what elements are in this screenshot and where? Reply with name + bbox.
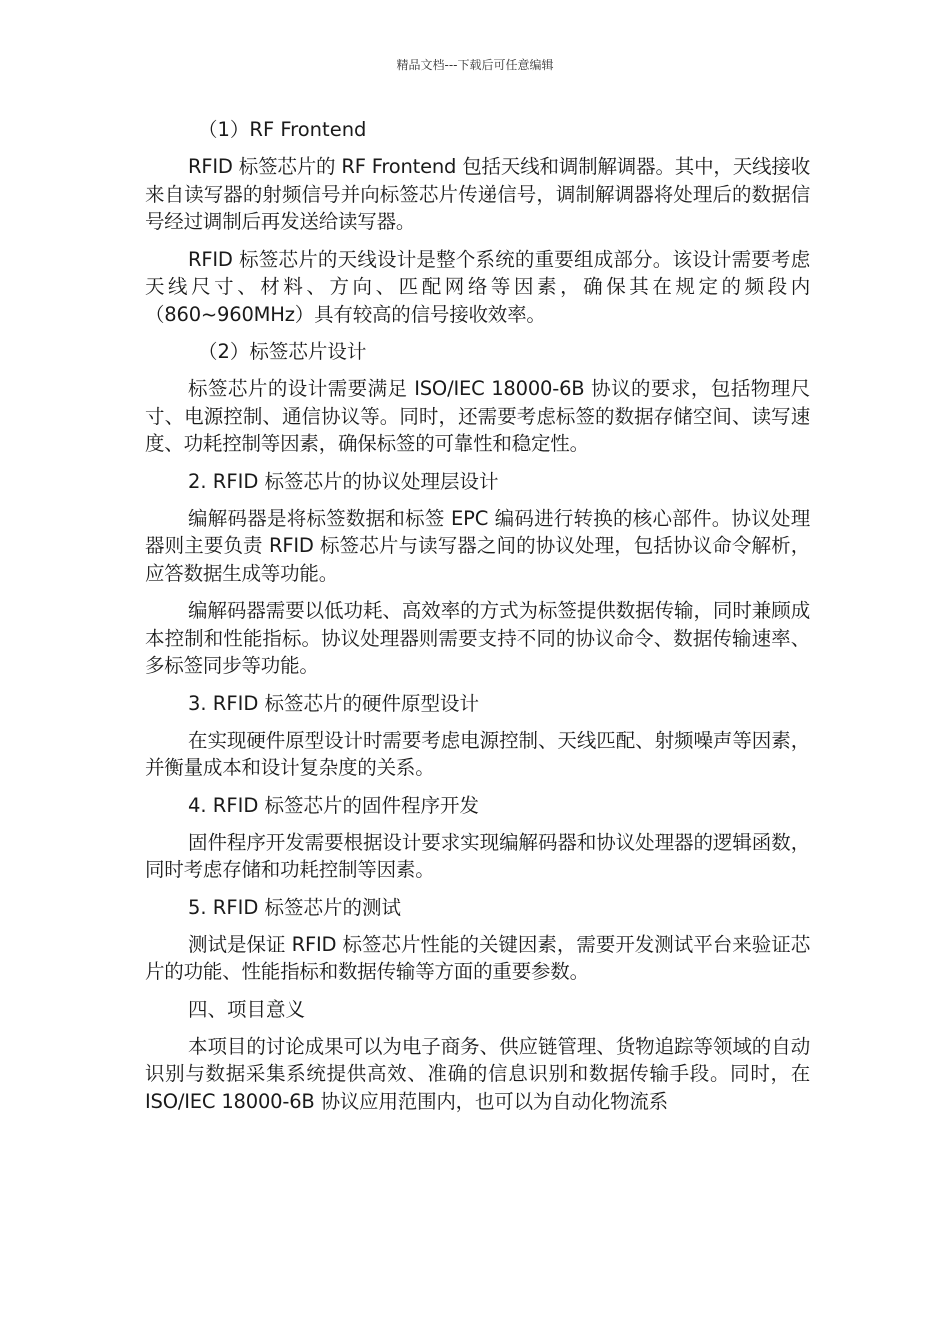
paragraph-firmware: 固件程序开发需要根据设计要求实现编解码器和协议处理器的逻辑函数，同时考虑存储和功耗控制等因素。 — [145, 830, 810, 881]
paragraph-tag-chip-design: 标签芯片的设计需要满足 ISO/IEC 18000-6B 协议的要求，包括物理尺寸、电源控制、通信协议等。同时，还需要考虑标签的数据存储空间、读写速度、功耗控制等因素，确保标签的可靠性和稳定性。 — [145, 377, 810, 455]
section-heading-protocol-layer: 2. RFID 标签芯片的协议处理层设计 — [188, 469, 499, 493]
page-header-watermark: 精品文档---下载后可任意编辑 — [396, 58, 554, 72]
document-body — [145, 116, 810, 1125]
section-heading-rf-frontend: （1）RF Frontend — [198, 118, 367, 141]
paragraph-testing: 测试是保证 RFID 标签芯片性能的关键因素，需要开发测试平台来验证芯片的功能、性能指标和数据传输等方面的重要参数。 — [145, 932, 810, 983]
section-heading-tag-chip-design: （2）标签芯片设计 — [198, 340, 367, 363]
section-heading-firmware: 4. RFID 标签芯片的固件程序开发 — [188, 793, 480, 817]
section-heading-testing: 5. RFID 标签芯片的测试 — [188, 895, 402, 919]
paragraph-antenna-design: RFID 标签芯片的天线设计是整个系统的重要组成部分。该设计需要考虑天线尺寸、材料、方向、匹配网络等因素，确保其在规定的频段内（860~960MHz）具有较高的信号接收效率。 — [145, 247, 810, 326]
paragraph-codec-requirements: 编解码器需要以低功耗、高效率的方式为标签提供数据传输，同时兼顾成本控制和性能指标。协议处理器则需要支持不同的协议命令、数据传输速率、多标签同步等功能。 — [145, 599, 810, 677]
section-heading-hardware-prototype: 3. RFID 标签芯片的硬件原型设计 — [188, 691, 480, 715]
section-heading-project-significance: 四、项目意义 — [188, 997, 306, 1021]
paragraph-hardware-prototype: 在实现硬件原型设计时需要考虑电源控制、天线匹配、射频噪声等因素，并衡量成本和设计复杂度的关系。 — [145, 728, 810, 779]
paragraph-codec-protocol: 编解码器是将标签数据和标签 EPC 编码进行转换的核心部件。协议处理器则主要负责 RFID 标签芯片与读写器之间的协议处理，包括协议命令解析，应答数据生成等功能。 — [145, 506, 810, 585]
paragraph-project-significance: 本项目的讨论成果可以为电子商务、供应链管理、货物追踪等领域的自动识别与数据采集系统提供高效、准确的信息识别和数据传输手段。同时，在 ISO/IEC 18000-6B 协议应用范围内，也可以为自动化物流系 — [145, 1034, 810, 1113]
paragraph-rf-frontend-intro: RFID 标签芯片的 RF Frontend 包括天线和调制解调器。其中，天线接收来自读写器的射频信号并向标签芯片传递信号，调制解调器将处理后的数据信号经过调制后再发送给读写器。 — [145, 155, 810, 233]
